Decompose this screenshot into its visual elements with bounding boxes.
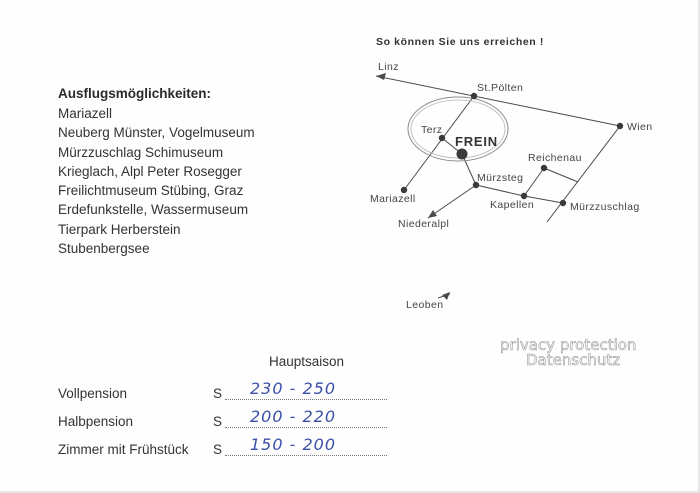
- dotted-line: [225, 399, 387, 400]
- price-row: [58, 407, 398, 432]
- excursion-item: Freilichtmuseum Stübing, Graz: [58, 183, 244, 199]
- price-row-label: Vollpension: [58, 386, 128, 401]
- excursion-item: Stubenbergsee: [58, 241, 150, 257]
- price-range: 200 - 220: [250, 407, 337, 426]
- excursion-item: Tierpark Herberstein: [58, 221, 181, 237]
- label-kapellen: Kapellen: [490, 199, 535, 211]
- road-reichenau-branch: [544, 168, 578, 182]
- watermark-line-1: privacy protection: [500, 336, 637, 354]
- excursion-item: Mürzzuschlag Schimuseum: [58, 144, 224, 160]
- price-row: [58, 435, 398, 460]
- privacy-watermark: [500, 338, 636, 368]
- label-terz: Terz: [421, 124, 443, 136]
- label-leoben: Leoben: [406, 299, 444, 311]
- price-range: 150 - 200: [250, 435, 337, 454]
- price-row-label: Zimmer mit Frühstück: [58, 442, 189, 457]
- label-niederalpl: Niederalpl: [398, 218, 450, 230]
- label-muerzzuschlag: Mürzzuschlag: [570, 201, 640, 213]
- map-title: So können Sie uns erreichen !: [376, 36, 544, 48]
- label-mariazell: Mariazell: [370, 193, 416, 205]
- label-frein: FREIN: [455, 134, 498, 149]
- excursion-item: Krieglach, Alpl Peter Rosegger: [58, 163, 242, 179]
- road-kapellen-reichenau: [524, 168, 544, 196]
- arrow-linz-icon: [376, 73, 386, 80]
- label-muerzsteg: Mürzsteg: [477, 172, 524, 184]
- excursion-item: Neuberg Münster, Vogelmuseum: [58, 125, 255, 141]
- label-linz: Linz: [378, 61, 399, 73]
- watermark-line-2: Datenschutz: [526, 351, 621, 369]
- road-muerzsteg-kapellen: [476, 185, 524, 196]
- node-muerzzuschlag: [560, 200, 566, 206]
- price-range: 230 - 250: [250, 379, 337, 398]
- season-header: Hauptsaison: [269, 354, 345, 369]
- excursion-item: Mariazell: [58, 106, 113, 121]
- node-frein: [457, 149, 468, 160]
- currency-symbol: S: [213, 442, 223, 457]
- currency-symbol: S: [213, 386, 223, 401]
- excursion-item: Erdefunkstelle, Wassermuseum: [58, 202, 249, 218]
- label-reichenau: Reichenau: [528, 152, 582, 164]
- label-st-poelten: St.Pölten: [477, 82, 524, 94]
- node-reichenau: [541, 165, 547, 171]
- dotted-line: [225, 427, 387, 428]
- road-muerzsteg-niederalpl: [428, 185, 476, 218]
- excursions-title: Ausflugsmöglichkeiten:: [58, 86, 212, 101]
- arrow-niederalpl-icon: [428, 210, 437, 218]
- currency-symbol: S: [213, 414, 223, 429]
- dotted-line: [225, 455, 387, 456]
- label-wien: Wien: [627, 121, 653, 133]
- price-row-label: Halbpension: [58, 414, 134, 429]
- price-row: [58, 379, 398, 404]
- node-wien: [617, 123, 623, 129]
